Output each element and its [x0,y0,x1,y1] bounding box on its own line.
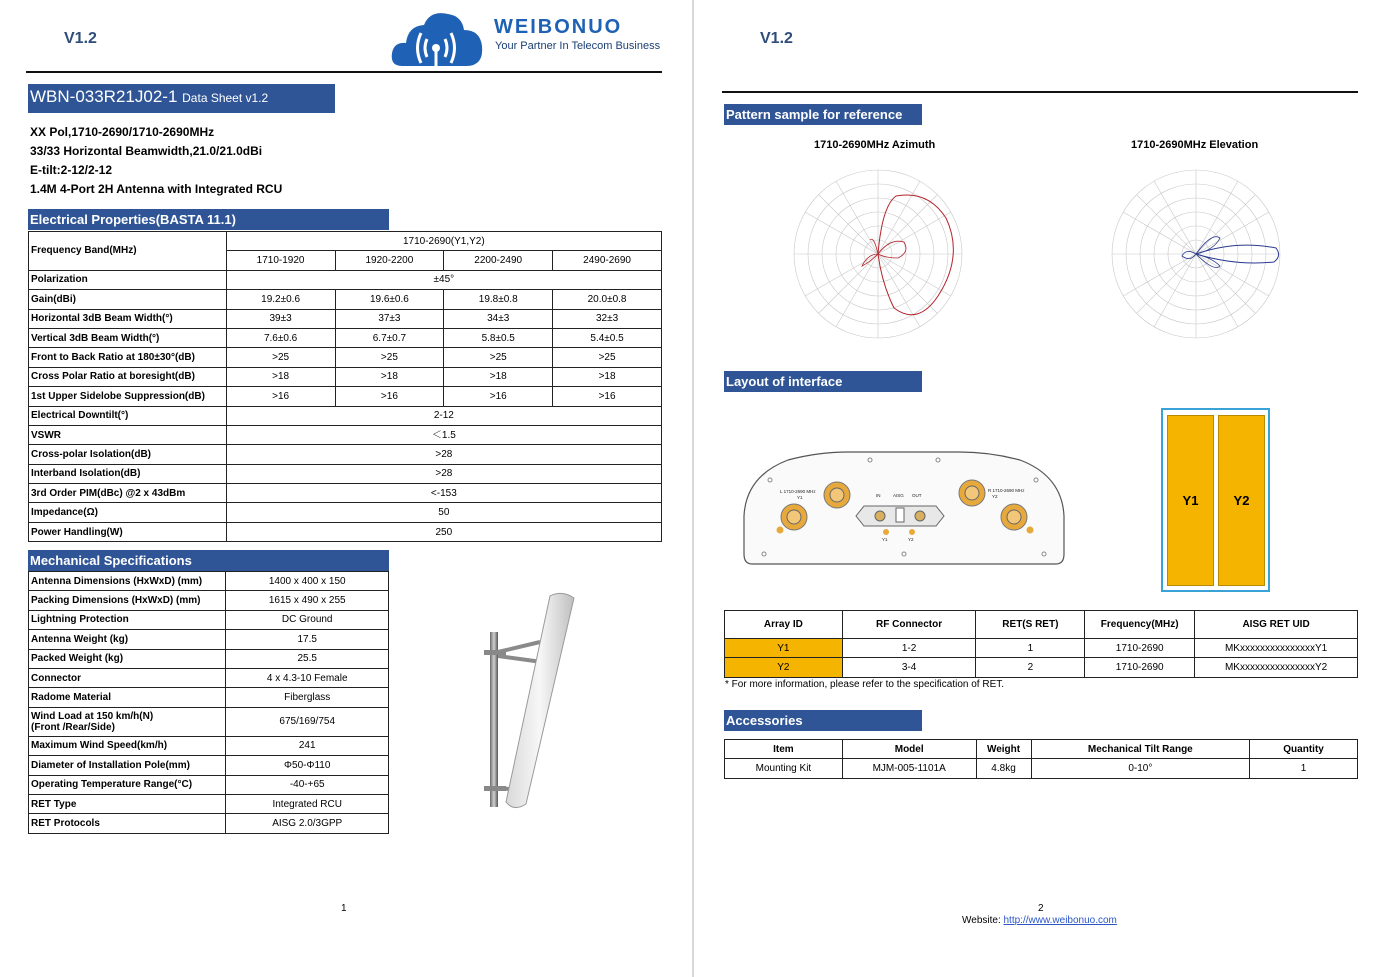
table-cell: Packed Weight (kg) [29,649,226,668]
table-cell: Impedance(Ω) [29,503,227,522]
table-row [29,348,662,367]
table-cell: 17.5 [226,630,389,649]
table-cell: 19.2±0.6 [226,290,335,309]
table-cell: Electrical Downtilt(°) [29,406,227,425]
table-cell: 32±3 [553,309,662,328]
table-cell: 1710-2690 [1085,658,1195,677]
table-row [725,639,1358,658]
azimuth-title: 1710-2690MHz Azimuth [814,139,936,151]
table-cell: Radome Material [29,688,226,707]
table-cell: 5.8±0.5 [444,328,553,347]
table-cell: 20.0±0.8 [553,290,662,309]
table-row [29,775,389,794]
table-row [29,290,662,309]
table-cell: RET Type [29,794,226,813]
plate-y1-label: Y1 [882,537,888,542]
table-cell: 250 [226,522,661,541]
table-row [29,707,389,736]
table-cell: Cross Polar Ratio at boresight(dB) [29,367,227,386]
table-header: Quantity [1250,740,1358,759]
accessories-table [724,739,1358,779]
table-cell: DC Ground [226,610,389,629]
table-cell: Fiberglass [226,688,389,707]
connector-plate-diagram [740,446,1068,568]
table-cell: >16 [553,387,662,406]
table-cell: 34±3 [444,309,553,328]
table-cell: Packing Dimensions (HxWxD) (mm) [29,591,226,610]
table-cell: 1 [976,639,1085,658]
accessories-heading: Accessories [724,710,922,731]
table-cell: 1710-2690(Y1,Y2) [226,232,661,251]
electrical-heading: Electrical Properties(BASTA 11.1) [28,209,389,230]
table-cell: VSWR [29,425,227,444]
table-cell: 50 [226,503,661,522]
subtitle-line-2: 33/33 Horizontal Beamwidth,21.0/21.0dBi [30,144,263,158]
table-row [29,736,389,755]
brand-tagline: Your Partner In Telecom Business [495,40,661,52]
table-cell: 7.6±0.6 [226,328,335,347]
table-cell: Y1 [725,639,843,658]
table-cell: MKxxxxxxxxxxxxxxxY1 [1195,639,1358,658]
table-row [29,591,389,610]
table-cell: 25.5 [226,649,389,668]
table-cell: Horizontal 3dB Beam Width(°) [29,309,227,328]
table-cell: Frequency Band(MHz) [29,232,227,271]
in-label: IN [876,493,881,498]
brand-name: WEIBONUO [494,16,623,38]
table-cell: 2-12 [226,406,661,425]
table-row [29,794,389,813]
table-row [29,406,662,425]
wind-load-label-2: (Front /Rear/Side) [31,721,115,733]
table-cell: >16 [335,387,444,406]
table-cell: 4.8kg [976,759,1031,778]
table-row [29,464,662,483]
table-header: Weight [976,740,1031,759]
website-label: Website: [962,915,1004,926]
table-cell: Antenna Dimensions (HxWxD) (mm) [29,572,226,591]
page-2 [694,0,1384,977]
header-rule [722,91,1358,93]
brand-logo [390,6,661,77]
subtitle-line-3: E-tilt:2-12/2-12 [30,163,113,177]
out-label: OUT [912,493,922,498]
table-cell: Polarization [29,270,227,289]
table-row [29,688,389,707]
doc-title-bar [28,84,335,113]
table-cell: Maximum Wind Speed(km/h) [29,736,226,755]
page-number: 1 [341,903,347,914]
right-port-label: R 1710-2690 MHz [988,488,1025,493]
table-cell: 1920-2200 [335,251,444,270]
table-cell: Lightning Protection [29,610,226,629]
table-cell: -40-+65 [226,775,389,794]
table-row [29,668,389,687]
array-y1: Y1 [1167,415,1214,586]
table-cell: 241 [226,736,389,755]
array-y2: Y2 [1218,415,1265,586]
table-row [29,270,662,289]
table-cell: Φ50-Φ110 [226,756,389,775]
table-row [29,425,662,444]
table-cell: >18 [553,367,662,386]
table-cell: >16 [444,387,553,406]
table-cell: Interband Isolation(dB) [29,464,227,483]
ret-table [724,610,1358,678]
table-cell: Integrated RCU [226,794,389,813]
table-cell: 2490-2690 [553,251,662,270]
table-cell: Mounting Kit [725,759,843,778]
table-header: Model [842,740,976,759]
table-cell: >25 [553,348,662,367]
table-cell: 39±3 [226,309,335,328]
table-cell: 1710-1920 [226,251,335,270]
doc-title: WBN-033R21J02-1 [30,87,178,106]
table-cell: 3rd Order PIM(dBc) @2 x 43dBm [29,484,227,503]
antenna-illustration [470,590,590,815]
left-port-y: Y1 [797,495,803,500]
azimuth-pattern-plot [778,166,978,341]
table-cell: Vertical 3dB Beam Width(°) [29,328,227,347]
mechanical-heading: Mechanical Specifications [28,550,389,571]
table-cell: Antenna Weight (kg) [29,630,226,649]
subtitle-line-1: XX Pol,1710-2690/1710-2690MHz [30,125,215,139]
table-cell: >25 [444,348,553,367]
table-cell: >18 [444,367,553,386]
table-row [29,649,389,668]
electrical-table [28,231,662,542]
table-cell: >18 [335,367,444,386]
table-cell: 1710-2690 [1085,639,1195,658]
table-cell: 1400 x 400 x 150 [226,572,389,591]
right-port-y: Y2 [992,494,998,499]
table-row [29,572,389,591]
table-row [29,484,662,503]
table-cell: Gain(dBi) [29,290,227,309]
pattern-heading: Pattern sample for reference [724,104,922,125]
subtitle-line-4: 1.4M 4-Port 2H Antenna with Integrated RCU [30,182,283,196]
table-cell: >25 [226,348,335,367]
table-cell: AISG 2.0/3GPP [226,814,389,833]
table-cell: 19.8±0.8 [444,290,553,309]
ret-note: * For more information, please refer to the specification of RET. [725,679,1005,690]
table-cell: >16 [226,387,335,406]
table-cell: 1615 x 490 x 255 [226,591,389,610]
table-cell: MJM-005-1101A [842,759,976,778]
table-cell [29,707,226,736]
table-cell: <-153 [226,484,661,503]
table-cell: MKxxxxxxxxxxxxxxxY2 [1195,658,1358,677]
table-cell: 1st Upper Sidelobe Suppression(dB) [29,387,227,406]
table-cell: 3-4 [842,658,976,677]
table-cell: Connector [29,668,226,687]
website-link[interactable]: http://www.weibonuo.com [1003,915,1117,926]
version-label: V1.2 [64,30,97,47]
table-cell: 4 x 4.3-10 Female [226,668,389,687]
table-header: AISG RET UID [1195,611,1358,639]
version-label: V1.2 [760,30,793,47]
table-cell: 5.4±0.5 [553,328,662,347]
table-cell: 19.6±0.6 [335,290,444,309]
table-row [725,658,1358,677]
wind-load-label: Wind Load at 150 km/h(N) [31,710,154,722]
website-line [962,915,1117,926]
table-row [29,328,662,347]
table-cell: >28 [226,464,661,483]
table-row [725,759,1358,778]
table-cell: Operating Temperature Range(°C) [29,775,226,794]
table-cell: ＜1.5 [226,425,661,444]
table-cell: 0-10° [1031,759,1250,778]
table-row [29,522,662,541]
elevation-title: 1710-2690MHz Elevation [1131,139,1259,151]
table-cell: 2 [976,658,1085,677]
layout-heading: Layout of interface [724,371,922,392]
table-cell: Power Handling(W) [29,522,227,541]
table-row [29,503,662,522]
table-cell: Diameter of Installation Pole(mm) [29,756,226,775]
aisg-label: AISG [893,493,904,498]
elevation-pattern-plot [1096,166,1296,341]
table-row [29,445,662,464]
table-row [29,630,389,649]
table-cell: 1-2 [842,639,976,658]
table-header: RF Connector [842,611,976,639]
page-number: 2 [1038,903,1044,914]
table-row [29,309,662,328]
table-cell: >25 [335,348,444,367]
table-cell: Y2 [725,658,843,677]
table-row [29,367,662,386]
table-cell: >18 [226,367,335,386]
plate-y2-label: Y2 [908,537,914,542]
table-header: Mechanical Tilt Range [1031,740,1250,759]
table-header: Array ID [725,611,843,639]
table-cell: 1 [1250,759,1358,778]
table-cell: Front to Back Ratio at 180±30°(dB) [29,348,227,367]
header-rule [26,71,662,73]
table-row [29,232,662,251]
table-header-row [725,740,1358,759]
table-cell: ±45° [226,270,661,289]
array-layout-diagram [1161,408,1270,592]
table-cell: 2200-2490 [444,251,553,270]
table-cell: 675/169/754 [226,707,389,736]
table-row [29,756,389,775]
table-header: Item [725,740,843,759]
table-row [29,387,662,406]
table-header: RET(S RET) [976,611,1085,639]
table-row [29,610,389,629]
doc-title-suffix: Data Sheet v1.2 [182,91,269,105]
table-row [29,814,389,833]
mechanical-table [28,571,389,834]
table-cell: 37±3 [335,309,444,328]
table-header-row [725,611,1358,639]
table-header: Frequency(MHz) [1085,611,1195,639]
table-cell: >28 [226,445,661,464]
table-cell: RET Protocols [29,814,226,833]
left-port-label: L 1710-2690 MHz [780,489,816,494]
table-cell: 6.7±0.7 [335,328,444,347]
table-cell: Cross-polar Isolation(dB) [29,445,227,464]
